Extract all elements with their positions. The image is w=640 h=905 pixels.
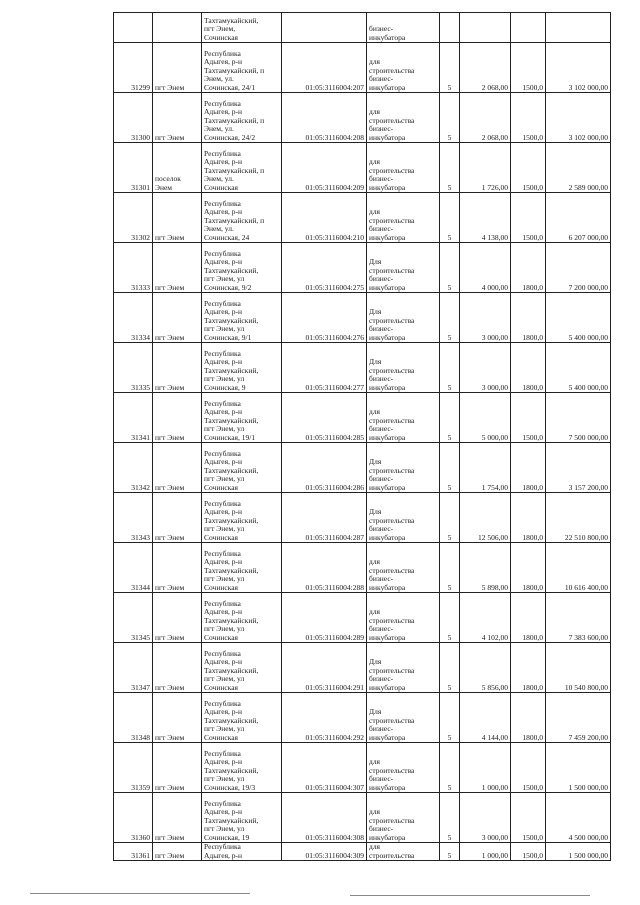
cell-id: 31302 — [114, 193, 153, 243]
cell-cadastral-value: 7 459 200,00 — [546, 693, 611, 743]
cell-rate: 1500,0 — [511, 793, 546, 843]
cell-place: пгт Энем — [153, 843, 202, 861]
cell-purpose: Для строительства бизнес- инкубатора — [367, 643, 440, 693]
table-row — [114, 643, 611, 693]
cell-address: Республика Адыгея, р-н Тахтамукайский, пгт Энем, ул Сочинская, 19/1 — [202, 393, 282, 443]
cell-cadastral-value: 6 207 000,00 — [546, 193, 611, 243]
cell-cadastral-number: 01:05:3116004:285 — [282, 393, 367, 443]
cell-id: 31344 — [114, 543, 153, 593]
cell-purpose: Для строительства бизнес- инкубатора — [367, 443, 440, 493]
cell-address: Республика Адыгея, р-н Тахтамукайский, п Энем, ул. Сочинская, 24/1 — [202, 43, 282, 93]
land-plot-table — [113, 12, 611, 861]
cell-purpose: Для строительства бизнес- инкубатора — [367, 493, 440, 543]
cell-place: пгт Энем — [153, 243, 202, 293]
cell-group: 5 — [440, 143, 460, 193]
cell-place: поселок Энем — [153, 143, 202, 193]
cell-group: 5 — [440, 593, 460, 643]
table-row — [114, 293, 611, 343]
cell-cadastral-value: 7 200 000,00 — [546, 243, 611, 293]
cell-cadastral-number: 01:05:3116004:307 — [282, 743, 367, 793]
table-row — [114, 243, 611, 293]
cell-purpose: для строительства бизнес- инкубатора — [367, 743, 440, 793]
cell-cadastral-number: 01:05:3116004:208 — [282, 93, 367, 143]
table-row — [114, 493, 611, 543]
cell-address: Республика Адыгея, р-н Тахтамукайский, пгт Энем, ул Сочинская — [202, 543, 282, 593]
cell-id: 31300 — [114, 93, 153, 143]
cell-area: 4 000,00 — [460, 243, 511, 293]
cell-address: Республика Адыгея, р-н Тахтамукайский, пгт Энем, ул Сочинская — [202, 643, 282, 693]
table-row — [114, 693, 611, 743]
table-row — [114, 393, 611, 443]
cell-cadastral-number: 01:05:3116004:308 — [282, 793, 367, 843]
cell-cadastral-value: 2 589 000,00 — [546, 143, 611, 193]
cell-cadastral-number: 01:05:3116004:286 — [282, 443, 367, 493]
table-row — [114, 13, 611, 43]
cell-rate: 1800,0 — [511, 343, 546, 393]
cell-cadastral-number: 01:05:3116004:275 — [282, 243, 367, 293]
cell-id: 31335 — [114, 343, 153, 393]
cell-cadastral-value: 10 540 800,00 — [546, 643, 611, 693]
cell-group: 5 — [440, 493, 460, 543]
cell-area: 3 000,00 — [460, 293, 511, 343]
cell-cadastral-number: 01:05:3116004:309 — [282, 843, 367, 861]
cell-address: Республика Адыгея, р-н Тахтамукайский, пгт Энем, ул Сочинская — [202, 443, 282, 493]
table-row — [114, 543, 611, 593]
cell-cadastral-number: 01:05:3116004:291 — [282, 643, 367, 693]
cell-group: 5 — [440, 843, 460, 861]
cell-cadastral-number: 01:05:3116004:210 — [282, 193, 367, 243]
cell-cadastral-value — [546, 13, 611, 43]
cell-group: 5 — [440, 543, 460, 593]
cell-area — [460, 13, 511, 43]
cell-group: 5 — [440, 193, 460, 243]
cell-address: Республика Адыгея, р-н Тахтамукайский, п Энем, ул. Сочинская, 24/2 — [202, 93, 282, 143]
cell-place: пгт Энем — [153, 793, 202, 843]
cell-address: Республика Адыгея, р-н Тахтамукайский, пгт Энем, ул Сочинская, 9 — [202, 343, 282, 393]
cell-cadastral-value: 7 500 000,00 — [546, 393, 611, 443]
cell-id: 31347 — [114, 643, 153, 693]
cell-address: Республика Адыгея, р-н Тахтамукайский, пгт Энем, ул Сочинская — [202, 493, 282, 543]
cell-cadastral-number: 01:05:3116004:287 — [282, 493, 367, 543]
cell-rate: 1500,0 — [511, 43, 546, 93]
cell-area: 3 000,00 — [460, 343, 511, 393]
cell-id: 31341 — [114, 393, 153, 443]
cell-cadastral-number: 01:05:3116004:276 — [282, 293, 367, 343]
cell-address: Республика Адыгея, р-н Тахтамукайский, пгт Энем, ул Сочинская, 19 — [202, 793, 282, 843]
cell-group: 5 — [440, 693, 460, 743]
table-row — [114, 343, 611, 393]
cell-purpose: для строительства бизнес- инкубатора — [367, 143, 440, 193]
cell-id: 31301 — [114, 143, 153, 193]
cell-cadastral-number — [282, 13, 367, 43]
cell-cadastral-number: 01:05:3116004:277 — [282, 343, 367, 393]
cell-rate: 1800,0 — [511, 293, 546, 343]
cell-rate: 1500,0 — [511, 193, 546, 243]
cell-group: 5 — [440, 293, 460, 343]
cell-area: 5 856,00 — [460, 643, 511, 693]
cell-place: пгт Энем — [153, 43, 202, 93]
table-row — [114, 43, 611, 93]
cell-id: 31299 — [114, 43, 153, 93]
cell-cadastral-value: 3 102 000,00 — [546, 43, 611, 93]
cell-cadastral-number: 01:05:3116004:209 — [282, 143, 367, 193]
cell-place: пгт Энем — [153, 543, 202, 593]
cell-cadastral-number: 01:05:3116004:288 — [282, 543, 367, 593]
cell-id: 31359 — [114, 743, 153, 793]
cell-purpose: для строительства — [367, 843, 440, 861]
cell-rate: 1500,0 — [511, 93, 546, 143]
cell-purpose: для строительства бизнес- инкубатора — [367, 93, 440, 143]
cell-place: пгт Энем — [153, 693, 202, 743]
table-row — [114, 93, 611, 143]
cell-group: 5 — [440, 93, 460, 143]
cell-id: 31345 — [114, 593, 153, 643]
cell-address: Республика Адыгея, р-н — [202, 843, 282, 861]
cell-purpose: для строительства бизнес- инкубатора — [367, 43, 440, 93]
cell-group — [440, 13, 460, 43]
cell-place: пгт Энем — [153, 643, 202, 693]
cell-area: 1 726,00 — [460, 143, 511, 193]
cell-cadastral-value: 1 500 000,00 — [546, 843, 611, 861]
cell-place: пгт Энем — [153, 293, 202, 343]
cell-cadastral-value: 10 616 400,00 — [546, 543, 611, 593]
cell-cadastral-number: 01:05:3116004:207 — [282, 43, 367, 93]
cell-purpose: Для строительства бизнес- инкубатора — [367, 243, 440, 293]
cell-purpose: Для строительства бизнес- инкубатора — [367, 293, 440, 343]
cell-area: 5 000,00 — [460, 393, 511, 443]
cell-cadastral-value: 22 510 800,00 — [546, 493, 611, 543]
cell-place: пгт Энем — [153, 743, 202, 793]
cell-id: 31360 — [114, 793, 153, 843]
cell-id: 31348 — [114, 693, 153, 743]
cell-cadastral-number: 01:05:3116004:292 — [282, 693, 367, 743]
cell-purpose: для строительства бизнес- инкубатора — [367, 393, 440, 443]
table-row — [114, 443, 611, 493]
cell-address: Республика Адыгея, р-н Тахтамукайский, п Энем, ул. Сочинская — [202, 143, 282, 193]
cell-cadastral-value: 7 383 600,00 — [546, 593, 611, 643]
cell-cadastral-value: 5 400 000,00 — [546, 343, 611, 393]
cell-cadastral-value: 5 400 000,00 — [546, 293, 611, 343]
cell-id: 31333 — [114, 243, 153, 293]
table-row — [114, 843, 611, 861]
cell-rate: 1800,0 — [511, 543, 546, 593]
cell-rate: 1500,0 — [511, 143, 546, 193]
cell-area: 4 102,00 — [460, 593, 511, 643]
cell-cadastral-value: 3 102 000,00 — [546, 93, 611, 143]
cell-area: 1 754,00 — [460, 443, 511, 493]
table-row — [114, 193, 611, 243]
cell-place: пгт Энем — [153, 593, 202, 643]
cell-area: 1 000,00 — [460, 743, 511, 793]
cell-place: пгт Энем — [153, 343, 202, 393]
cell-address: Республика Адыгея, р-н Тахтамукайский, пгт Энем, ул Сочинская, 9/2 — [202, 243, 282, 293]
cell-rate: 1800,0 — [511, 643, 546, 693]
cell-area: 12 506,00 — [460, 493, 511, 543]
cell-group: 5 — [440, 793, 460, 843]
cell-id: 31342 — [114, 443, 153, 493]
cell-area: 4 138,00 — [460, 193, 511, 243]
cell-id: 31334 — [114, 293, 153, 343]
cell-rate: 1500,0 — [511, 743, 546, 793]
cell-purpose: Для строительства бизнес- инкубатора — [367, 343, 440, 393]
cell-area: 1 000,00 — [460, 843, 511, 861]
cell-id: 31343 — [114, 493, 153, 543]
cell-address: Республика Адыгея, р-н Тахтамукайский, пгт Энем, ул Сочинская, 9/1 — [202, 293, 282, 343]
cell-purpose: для строительства бизнес- инкубатора — [367, 593, 440, 643]
cell-address: Республика Адыгея, р-н Тахтамукайский, пгт Энем, ул Сочинская — [202, 593, 282, 643]
table-body — [114, 13, 611, 861]
cell-purpose: для строительства бизнес- инкубатора — [367, 793, 440, 843]
cell-group: 5 — [440, 743, 460, 793]
cell-purpose: для строительства бизнес- инкубатора — [367, 193, 440, 243]
cell-area: 3 000,00 — [460, 793, 511, 843]
cell-group: 5 — [440, 343, 460, 393]
table-row — [114, 143, 611, 193]
table-row — [114, 793, 611, 843]
cell-cadastral-value: 3 157 200,00 — [546, 443, 611, 493]
cell-place: пгт Энем — [153, 93, 202, 143]
cell-purpose: Для строительства бизнес- инкубатора — [367, 693, 440, 743]
cell-address: Тахтамукайский, пгт Энем, Сочинская — [202, 13, 282, 43]
cell-place: пгт Энем — [153, 393, 202, 443]
cell-place: пгт Энем — [153, 493, 202, 543]
cell-id — [114, 13, 153, 43]
cell-area: 4 144,00 — [460, 693, 511, 743]
cell-id: 31361 — [114, 843, 153, 861]
cell-place — [153, 13, 202, 43]
cell-address: Республика Адыгея, р-н Тахтамукайский, п Энем, ул. Сочинская, 24 — [202, 193, 282, 243]
cell-rate — [511, 13, 546, 43]
cell-group: 5 — [440, 643, 460, 693]
cell-cadastral-value: 1 500 000,00 — [546, 743, 611, 793]
cell-rate: 1800,0 — [511, 443, 546, 493]
cell-group: 5 — [440, 43, 460, 93]
cell-rate: 1500,0 — [511, 843, 546, 861]
cell-address: Республика Адыгея, р-н Тахтамукайский, пгт Энем, ул Сочинская, 19/3 — [202, 743, 282, 793]
cell-place: пгт Энем — [153, 193, 202, 243]
cell-rate: 1800,0 — [511, 493, 546, 543]
cell-purpose: бизнес- инкубатора — [367, 13, 440, 43]
cell-rate: 1800,0 — [511, 693, 546, 743]
cell-area: 2 068,00 — [460, 93, 511, 143]
cell-rate: 1500,0 — [511, 393, 546, 443]
cell-cadastral-value: 4 500 000,00 — [546, 793, 611, 843]
cell-rate: 1800,0 — [511, 593, 546, 643]
cell-address: Республика Адыгея, р-н Тахтамукайский, пгт Энем, ул Сочинская — [202, 693, 282, 743]
cell-group: 5 — [440, 393, 460, 443]
bottom-rule-right — [350, 895, 590, 896]
table-row — [114, 593, 611, 643]
cell-area: 5 898,00 — [460, 543, 511, 593]
cell-rate: 1800,0 — [511, 243, 546, 293]
cell-group: 5 — [440, 243, 460, 293]
table-row — [114, 743, 611, 793]
cell-purpose: для строительства бизнес- инкубатора — [367, 543, 440, 593]
cell-group: 5 — [440, 443, 460, 493]
cell-area: 2 068,00 — [460, 43, 511, 93]
cell-cadastral-number: 01:05:3116004:289 — [282, 593, 367, 643]
cell-place: пгт Энем — [153, 443, 202, 493]
bottom-rule-left — [30, 893, 250, 894]
